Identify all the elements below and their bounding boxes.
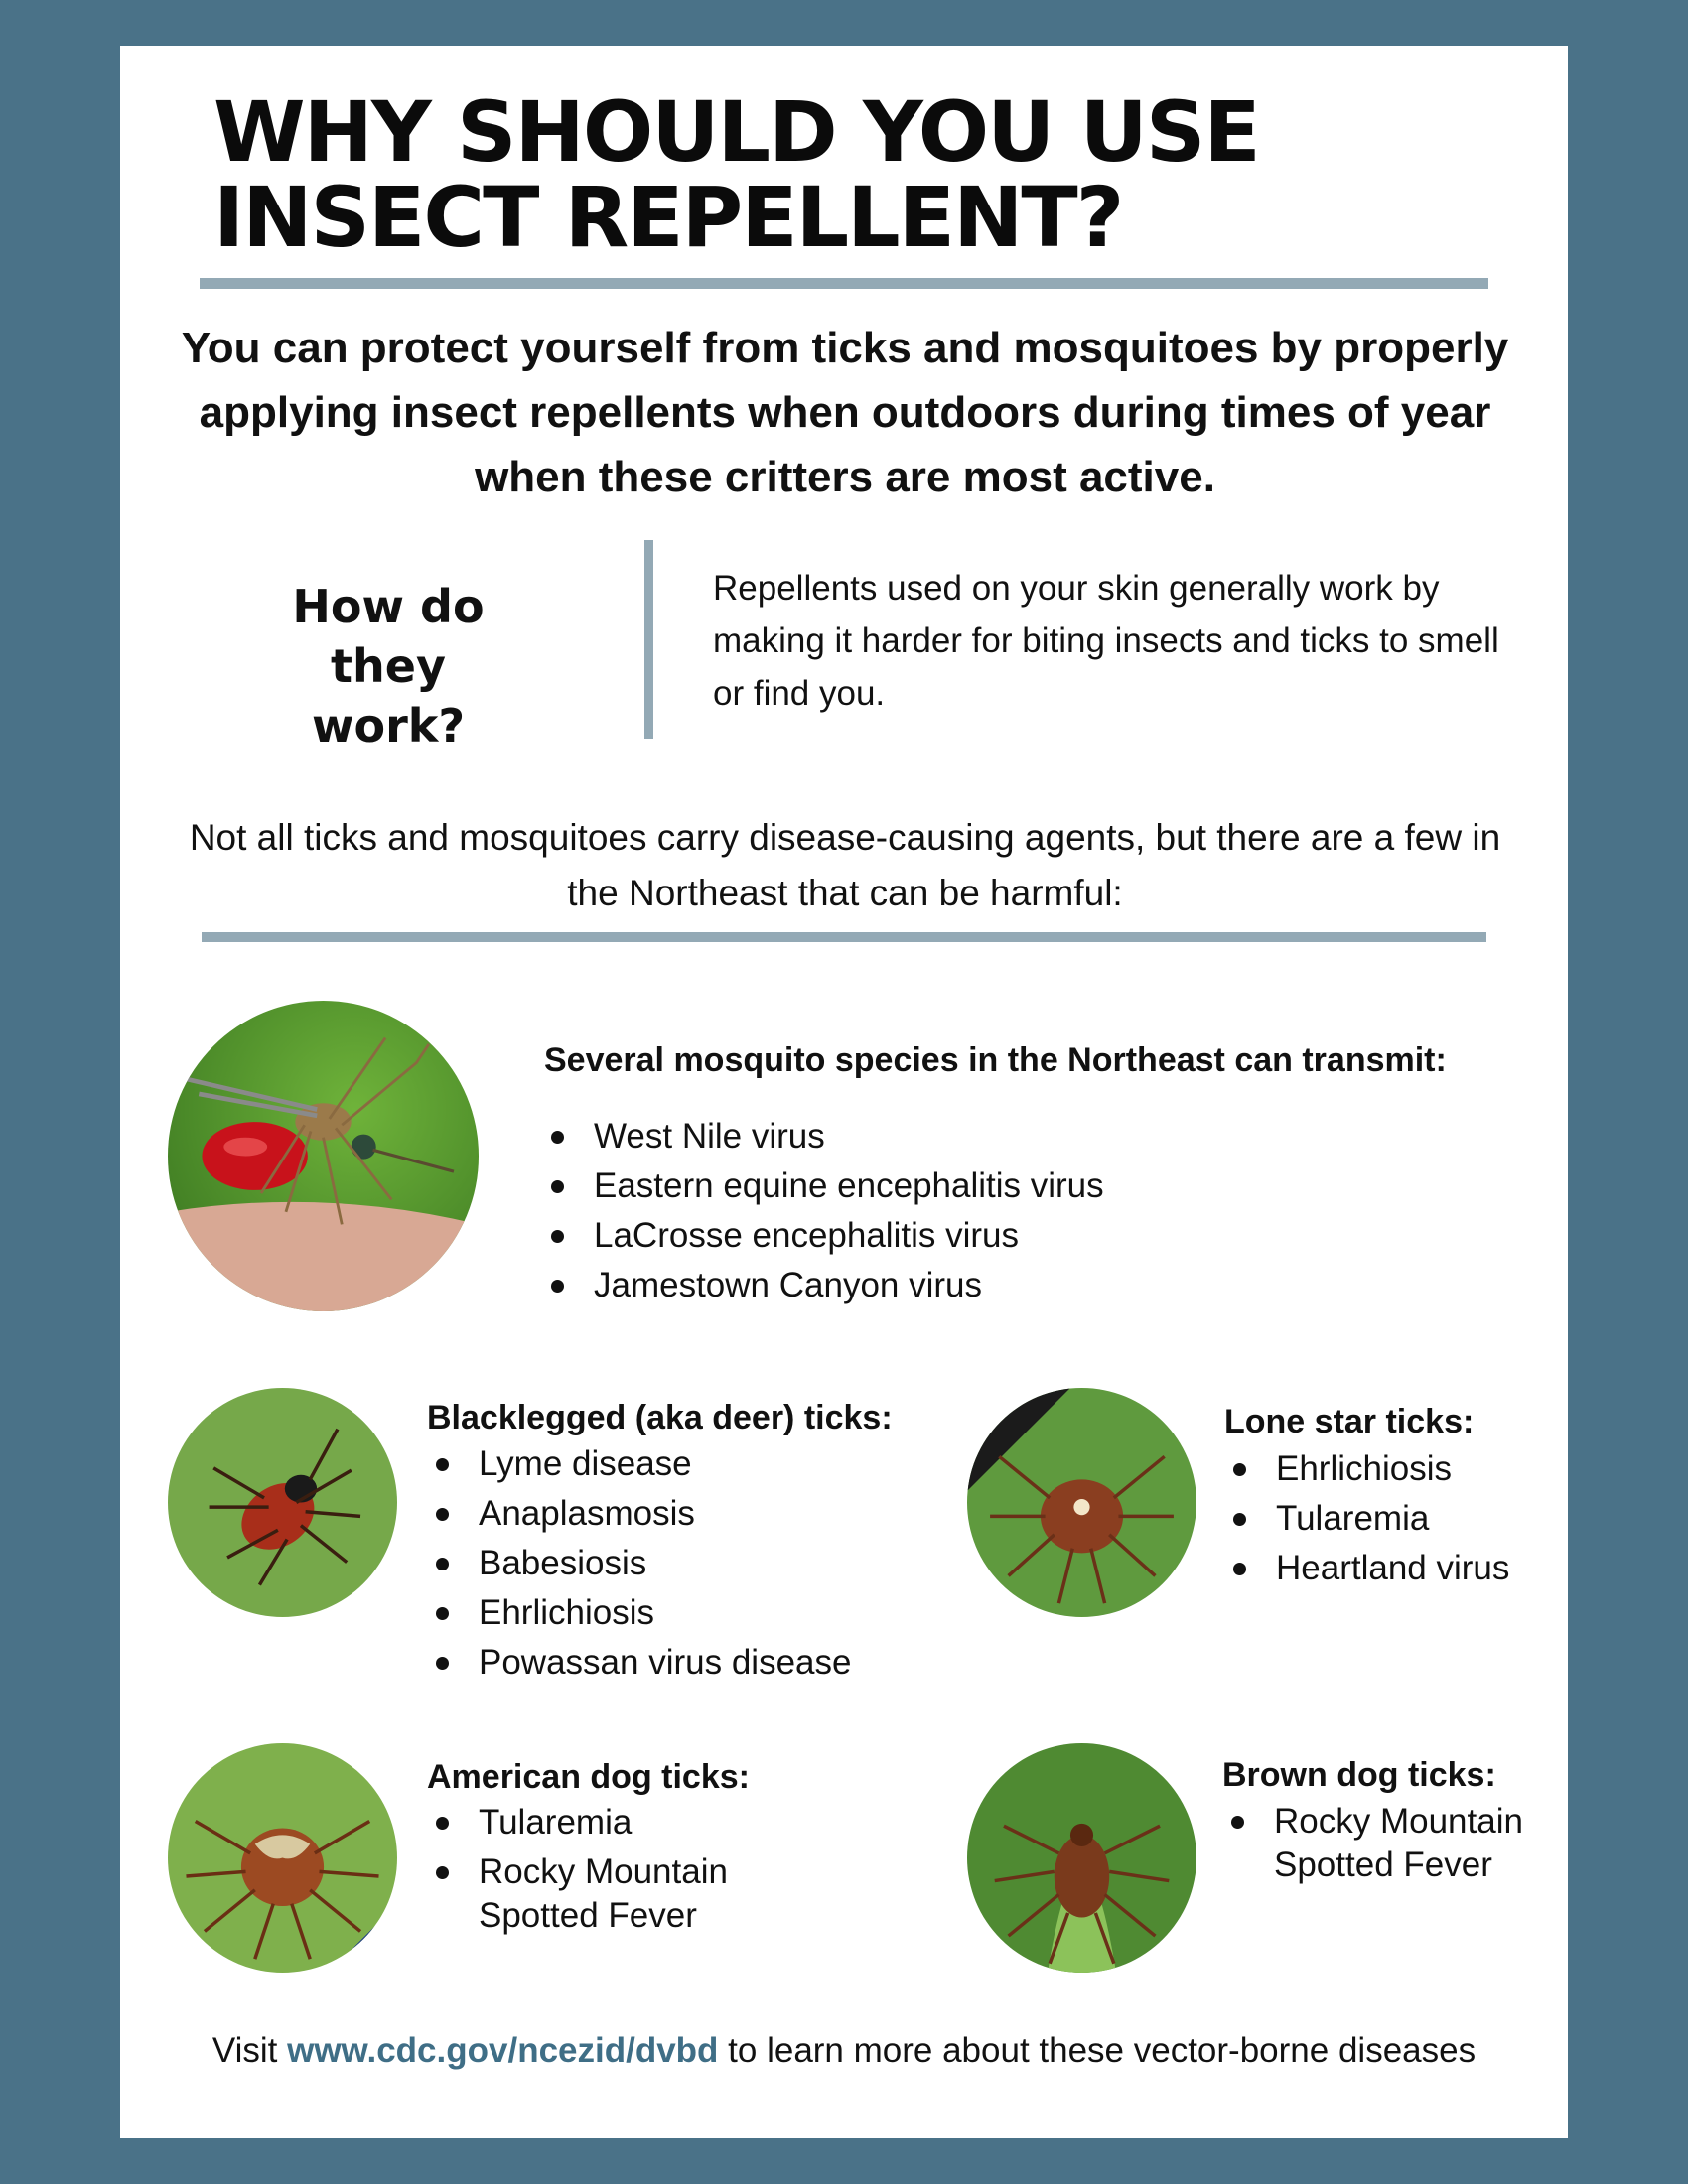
- lone-star-disease-list: [1226, 1444, 1509, 1593]
- flyer-sheet: [120, 46, 1568, 2138]
- footer-text: [120, 2031, 1568, 2071]
- brown-dog-heading: Brown dog ticks:: [1222, 1756, 1496, 1794]
- list-item: Spotted Fever: [1274, 1845, 1492, 1884]
- blacklegged-disease-list: [429, 1439, 851, 1688]
- list-item: Tularemia: [1226, 1494, 1509, 1544]
- list-item: Heartland virus: [1226, 1544, 1509, 1593]
- list-item: Jamestown Canyon virus: [544, 1261, 1104, 1310]
- list-item: Tularemia: [429, 1798, 728, 1847]
- footer-prefix: Visit: [211, 2031, 288, 2070]
- how-answer: Repellents used on your skin generally work by making it harder for biting insects and ticks to smell or find you.: [713, 569, 1499, 713]
- footer-suffix: to learn more about these vector-borne diseases: [718, 2031, 1477, 2070]
- blacklegged-heading: Blacklegged (aka deer) ticks:: [427, 1399, 893, 1436]
- how-question-line-1: How do they: [292, 580, 485, 693]
- list-item: Lyme disease: [429, 1439, 851, 1489]
- mosquito-icon: [168, 1001, 479, 1311]
- list-item: Spotted Fever: [479, 1896, 697, 1935]
- american-dog-heading: American dog ticks:: [427, 1758, 750, 1796]
- american-dog-disease-list: [429, 1798, 728, 1935]
- list-item: Ehrlichiosis: [429, 1588, 851, 1638]
- list-item: Rocky Mountain: [429, 1847, 728, 1897]
- lone-star-heading: Lone star ticks:: [1224, 1403, 1475, 1440]
- list-item: Anaplasmosis: [429, 1489, 851, 1539]
- how-question: [259, 577, 517, 755]
- page-title: [213, 83, 1405, 266]
- intro-text: You can protect yourself from ticks and mosquitoes by properly applying insect repellents when outdoors during times of year when these critters are most active.: [181, 324, 1509, 501]
- mosquito-disease-list: [544, 1112, 1104, 1310]
- how-question-line-2: work?: [311, 699, 466, 752]
- list-item: West Nile virus: [544, 1112, 1104, 1161]
- how-divider: [644, 540, 653, 739]
- brown-dog-disease-list: [1224, 1797, 1523, 1884]
- cdc-link[interactable]: www.cdc.gov/ncezid/dvbd: [287, 2031, 719, 2070]
- list-item: Eastern equine encephalitis virus: [544, 1161, 1104, 1211]
- list-item: Powassan virus disease: [429, 1638, 851, 1688]
- list-item: Rocky Mountain: [1224, 1797, 1523, 1846]
- warning-note: Not all ticks and mosquitoes carry disease-causing agents, but there are a few in the Northeast that can be harmful:: [189, 817, 1501, 913]
- list-item: Babesiosis: [429, 1539, 851, 1588]
- list-item: Ehrlichiosis: [1226, 1444, 1509, 1494]
- brown-dog-tick-photo: [967, 1743, 1196, 1973]
- list-item: LaCrosse encephalitis virus: [544, 1211, 1104, 1261]
- mosquito-heading: Several mosquito species in the Northeast can transmit:: [544, 1041, 1447, 1079]
- mosquito-photo: [168, 1001, 479, 1311]
- lone-star-tick-photo: [967, 1388, 1196, 1617]
- title-divider: [200, 278, 1488, 289]
- blacklegged-tick-photo: [168, 1388, 397, 1617]
- title-line-1: WHY SHOULD YOU USE: [213, 83, 1259, 181]
- american-dog-tick-icon: [168, 1743, 397, 1973]
- american-dog-tick-photo: [168, 1743, 397, 1973]
- section-divider: [202, 932, 1486, 942]
- blacklegged-tick-icon: [168, 1388, 397, 1617]
- brown-dog-tick-icon: [967, 1743, 1196, 1973]
- lone-star-tick-icon: [967, 1388, 1196, 1617]
- title-line-2: INSECT REPELLENT?: [213, 169, 1123, 266]
